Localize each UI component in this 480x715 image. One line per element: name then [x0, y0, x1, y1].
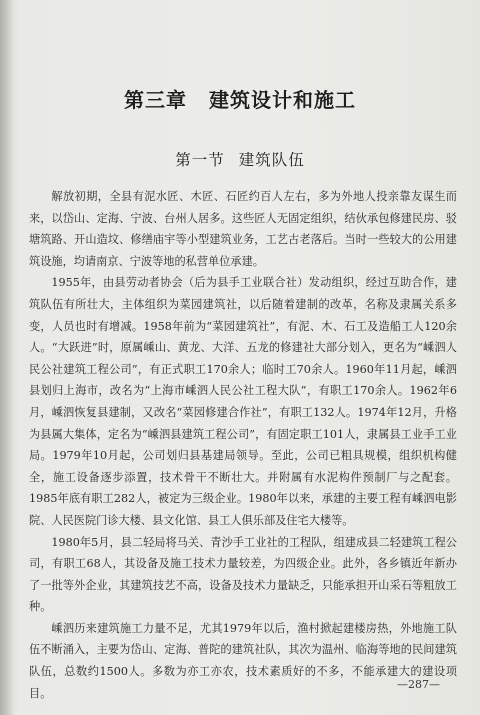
chapter-title: 建筑设计和施工	[209, 88, 356, 112]
section-title: 建筑队伍	[238, 151, 305, 169]
paragraph-4: 嵊泗历来建筑施工力量不足，尤其1979年以后，渔村掀起建楼房热，外地施工队伍不断涌入，主要为岱山、定海、普陀的建筑社队，其次为温州、临海等地的民间建筑队伍，总数约1500人。多数为亦工亦农，技术素质好的不多，不能承建大的建设项目。	[29, 621, 457, 700]
chapter-number: 第三章	[124, 88, 187, 112]
paragraph-3: 1980年5月，县二轻局将马关、青沙手工业社的工程队，组建成县二轻建筑工程公司，有职工68人，其设备及施工技术力量较差，为四级企业。此外，各乡镇近年新办了一批等外企业，其建筑技艺不高，设备及技术力量缺乏，只能承担开山采石等粗放工种。	[29, 535, 457, 614]
section-heading	[0, 148, 480, 170]
body-text	[29, 186, 457, 704]
paragraph-2: 1955年，由县劳动者协会（后为县手工业联合社）发动组织，经过互助合作，建筑队伍有所壮大，主体组织为菜园建筑社，以后随着建制的改革，名称及隶属关系多变，人员也时有增减。1958年前为“菜园建筑社”，有泥、木、石工及造船工人120余人。“大跃进”时，原属嵊山、黄龙、大洋、五龙的修建社大部分划入，更名为“嵊泗人民公社建筑工程公司”，有正式职工170余人；临时工70余人。1960年11月起，嵊泗县划归上海市，改名为“上海市嵊泗人民公社工程大队”，有职工170余人。1962年6月，嵊泗恢复县建制，又改名“菜园修建合作社”，有职工132人。1974年12月，升格为县属大集体，定名为“嵊泗县建筑工程公司”，有固定职工101人，隶属县工业手工业局。1979年10月起，公司划归县基建局领导。至此，公司已粗具规模，组织机构健全，施工设备逐步添置，技术骨干不断壮大。并附属有水泥构件预制厂与之配套。1985年底有职工282人，被定为三级企业。1980年以来，承建的主要工程有嵊泗电影院、人民医院门诊大楼、县文化馆、县工人俱乐部及住宅大楼等。	[29, 276, 457, 527]
chapter-heading	[0, 84, 480, 113]
page-number: —287—	[397, 678, 440, 691]
paragraph-1: 解放初期，全县有泥水匠、木匠、石匠约百人左右，多为外地人投亲靠友谋生而来，以岱山、定海、宁波、台州人居多。这些匠人无固定组织，结伙承包修建民房、驳塘筑路、开山造坟、修缮庙宇等小型建筑业务，工艺古老落后。当时一些较大的公用建筑设施，均请南京、宁波等地的私营单位承建。	[29, 190, 457, 268]
section-number: 第一节	[175, 151, 225, 169]
